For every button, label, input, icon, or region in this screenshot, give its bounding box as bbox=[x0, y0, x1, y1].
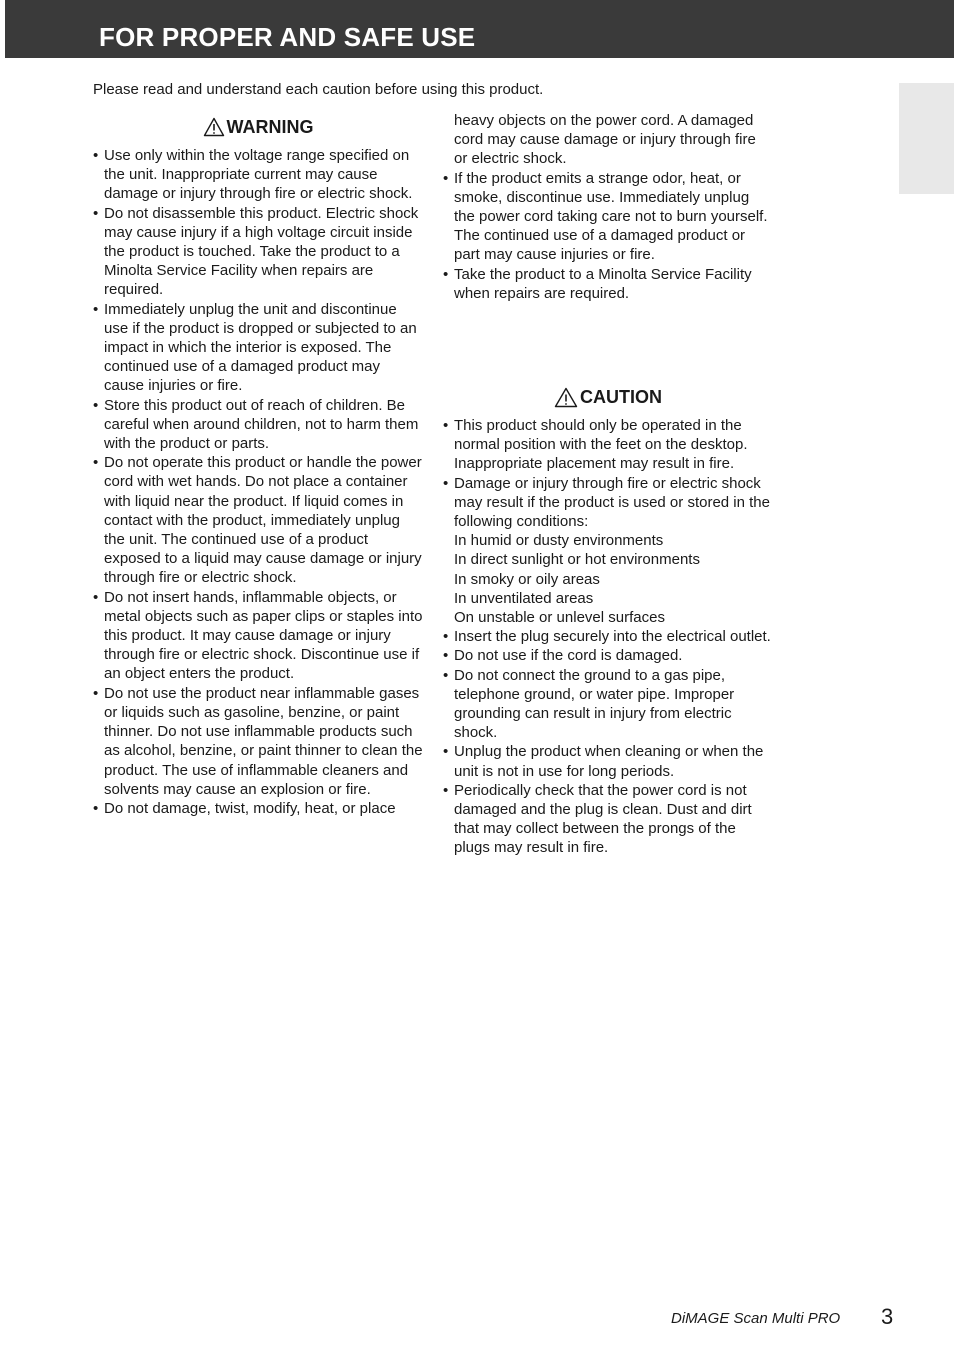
list-item: • Do not use the product near inflammable gases or liquids such as gasoline, benzine, or paint thinner. Do not use inflammable products such as alcohol, benzine, or paint thinner to clean the product. The use of inflammable cleaners and solvents may cause an explosion or fire. bbox=[93, 684, 423, 799]
list-item: • Do not operate this product or handle the power cord with wet hands. Do not place a container with liquid near the product. If liquid comes in contact with the product, immediately unplug the unit. The continued use of a product exposed to a liquid may cause damage or injury through fire or electric shock. bbox=[93, 453, 423, 587]
warning-continued-list bbox=[443, 111, 773, 303]
warning-section bbox=[93, 116, 423, 818]
footer-model-name: DiMAGE Scan Multi PRO bbox=[671, 1310, 841, 1327]
list-item: • Do not damage, twist, modify, heat, or place bbox=[93, 799, 423, 818]
condition-line: In direct sunlight or hot environments bbox=[454, 551, 700, 569]
caution-list bbox=[443, 416, 773, 858]
list-item: • Unplug the product when cleaning or when the unit is not in use for long periods. bbox=[443, 742, 773, 780]
warning-continued-section bbox=[443, 111, 773, 303]
intro-text: Please read and understand each caution before using this product. bbox=[93, 81, 544, 98]
caution-heading bbox=[443, 386, 773, 408]
list-item: • Do not disassemble this product. Electric shock may cause injury if a high voltage circuit inside the product is touched. Take the product to a Minolta Service Facility when repairs are required. bbox=[93, 204, 423, 300]
list-item: • Do not insert hands, inflammable objects, or metal objects such as paper clips or staples into this product. It may cause damage or injury through fire or electric shock. Discontinue use if an object enters the product. bbox=[93, 588, 423, 684]
list-item bbox=[443, 474, 773, 628]
list-item: • Take the product to a Minolta Service Facility when repairs are required. bbox=[443, 265, 773, 303]
side-tab-marker bbox=[899, 83, 954, 194]
list-item: • If the product emits a strange odor, heat, or smoke, discontinue use. Immediately unplug the power cord taking care not to burn yourself. The continued use of a damaged product or part may cause injuries or fire. bbox=[443, 169, 773, 265]
list-item: • Do not connect the ground to a gas pipe, telephone ground, or water pipe. Improper grounding can result in injury from electric shock. bbox=[443, 666, 773, 743]
list-item: • Store this product out of reach of children. Be careful when around children, not to harm them with the product or parts. bbox=[93, 396, 423, 454]
list-item: • Do not use if the cord is damaged. bbox=[443, 646, 773, 665]
page-title: FOR PROPER AND SAFE USE bbox=[99, 22, 476, 52]
condition-line: In smoky or oily areas bbox=[454, 570, 600, 588]
caution-heading-label: CAUTION bbox=[580, 387, 662, 407]
condition-line: In humid or dusty environments bbox=[454, 532, 664, 550]
warning-list bbox=[93, 146, 423, 818]
page-number: 3 bbox=[881, 1304, 894, 1329]
condition-line: In unventilated areas bbox=[454, 589, 594, 607]
list-item: heavy objects on the power cord. A damaged cord may cause damage or injury through fire or electric shock. bbox=[454, 112, 756, 168]
list-item: • Periodically check that the power cord is not damaged and the plug is clean. Dust and dirt that may collect between the prongs of the plugs may result in fire. bbox=[443, 781, 773, 858]
list-item-text: Damage or injury through fire or electric shock may result if the product is used or stored in the following conditions: bbox=[454, 474, 770, 531]
condition-line: On unstable or unlevel surfaces bbox=[454, 609, 665, 627]
caution-section bbox=[443, 386, 773, 858]
list-item: • This product should only be operated in the normal position with the feet on the desktop. Inappropriate placement may result in fire. bbox=[443, 416, 773, 474]
warning-triangle-icon bbox=[554, 387, 578, 408]
list-item: • Use only within the voltage range specified on the unit. Inappropriate current may cause damage or injury through fire or electric shock. bbox=[93, 146, 423, 204]
warning-heading bbox=[93, 116, 423, 138]
warning-heading-label: WARNING bbox=[226, 117, 314, 137]
warning-triangle-icon bbox=[203, 117, 225, 137]
list-item: • Insert the plug securely into the electrical outlet. bbox=[443, 627, 773, 646]
list-item: • Immediately unplug the unit and discontinue use if the product is dropped or subjected to an impact in which the interior is exposed. The continued use of a damaged product may cause injuries or fire. bbox=[93, 300, 423, 396]
